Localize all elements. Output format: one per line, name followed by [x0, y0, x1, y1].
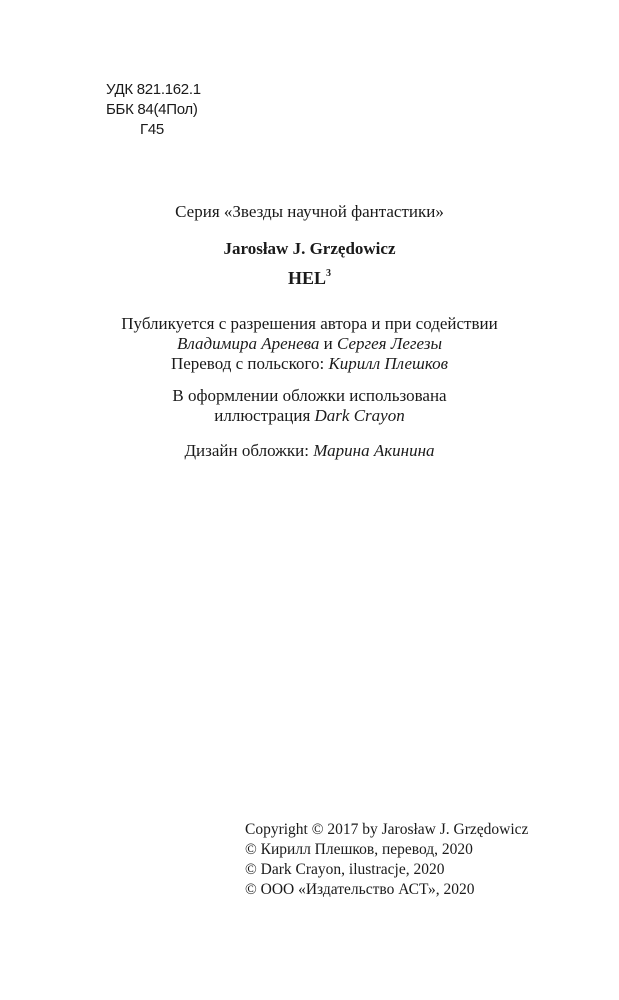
agent-name-1: Владимира Аренева: [177, 334, 320, 353]
illustration-label: иллюстрация: [214, 406, 315, 425]
cover-art-block: [0, 386, 619, 426]
book-title: [0, 264, 619, 288]
book-title-superscript: 3: [326, 268, 331, 279]
copyright-line: © Dark Crayon, ilustracje, 2020: [245, 861, 445, 878]
designer-name: Марина Акинина: [313, 441, 435, 460]
book-title-main: HEL: [287, 268, 326, 288]
classification-block: [106, 80, 201, 140]
illustrator-name: Dark Crayon: [314, 406, 405, 425]
agents-conjunction: и: [319, 334, 337, 353]
udk-code: УДК 821.162.1: [106, 81, 201, 98]
author-mark: Г45: [140, 121, 164, 138]
translation-line: [0, 354, 619, 374]
permission-line: Публикуется с разрешения автора и при содействии: [121, 314, 498, 333]
book-author: Jarosław J. Grzędowicz: [223, 239, 396, 258]
translation-label: Перевод с польского:: [170, 354, 329, 373]
agents-line: [0, 334, 619, 354]
copyright-line: © ООО «Издательство АСТ», 2020: [245, 881, 475, 898]
series-name: Серия «Звезды научной фантастики»: [175, 202, 444, 221]
bbk-code: ББК 84(4Пол): [106, 101, 198, 118]
illustration-line: [0, 406, 619, 426]
permission-block: [0, 314, 619, 374]
copyright-line: © Кирилл Плешков, перевод, 2020: [245, 841, 473, 858]
cover-design-label: Дизайн обложки:: [184, 441, 314, 460]
translator-name: Кирилл Плешков: [328, 354, 449, 373]
copyright-line: Copyright © 2017 by Jarosław J. Grzędowicz: [245, 821, 529, 838]
cover-design-line: [0, 441, 619, 461]
cover-art-line: В оформлении обложки использована: [172, 386, 447, 405]
copyright-block: [245, 820, 528, 900]
agent-name-2: Сергея Легезы: [336, 334, 442, 353]
